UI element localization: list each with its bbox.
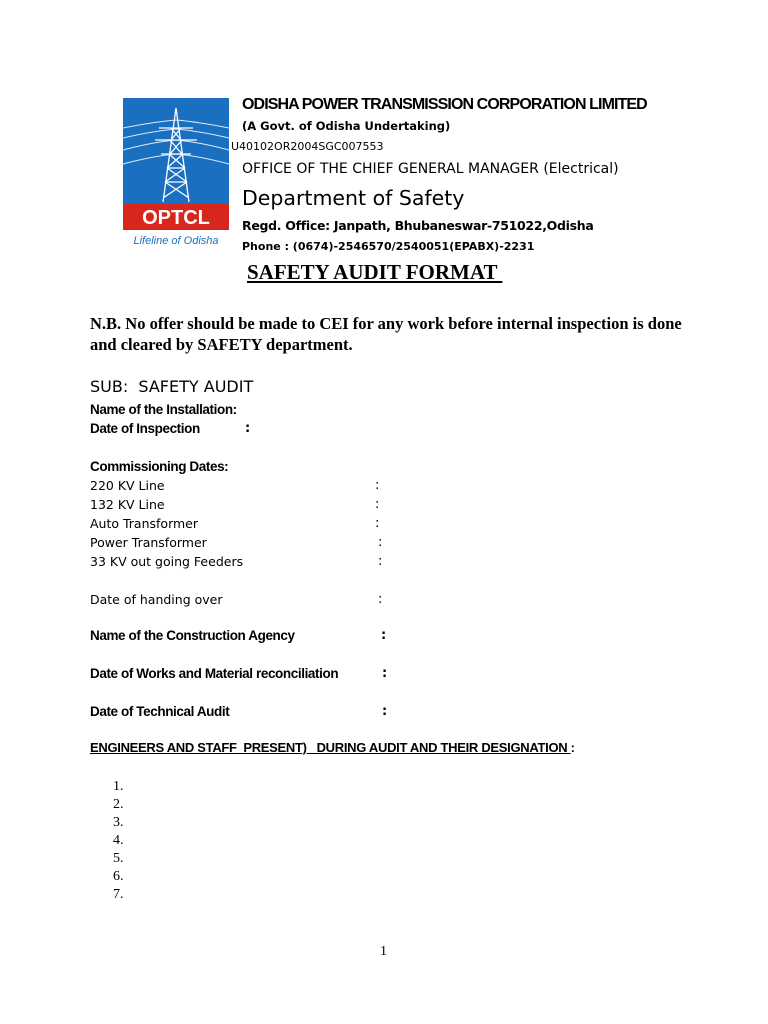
handing-over-label: Date of handing over: [90, 592, 223, 607]
commissioning-item-132kv: 132 KV Line: [90, 497, 165, 512]
department-name: Department of Safety: [242, 186, 465, 210]
phone-number: Phone : (0674)-2546570/2540051(EPABX)-2231: [242, 240, 535, 253]
commissioning-item-33kv-feeders: 33 KV out going Feeders: [90, 554, 244, 569]
commissioning-colon: :: [378, 535, 383, 550]
corporate-id-number: U40102OR2004SGC007553: [231, 140, 384, 153]
list-item-number: 4.: [113, 833, 124, 848]
commissioning-colon: :: [375, 497, 380, 512]
subject-line: SUB: SAFETY AUDIT: [90, 377, 254, 396]
commissioning-colon: :: [375, 516, 380, 531]
optcl-logo: [123, 98, 229, 248]
page-number: 1: [380, 944, 387, 959]
commissioning-item-220kv: 220 KV Line: [90, 478, 165, 493]
commissioning-heading: Commissioning Dates:: [90, 459, 229, 474]
list-item-number: 6.: [113, 869, 124, 884]
registered-office: Regd. Office: Janpath, Bhubaneswar-751022,Odisha: [242, 218, 594, 233]
list-item-number: 5.: [113, 851, 124, 866]
commissioning-item-power-transformer: Power Transformer: [90, 535, 207, 550]
works-reconciliation-colon: :: [382, 666, 388, 681]
works-reconciliation-label: Date of Works and Material reconciliation: [90, 666, 339, 681]
commissioning-item-auto-transformer: Auto Transformer: [90, 516, 199, 531]
commissioning-colon: :: [378, 554, 383, 569]
installation-name-label: Name of the Installation:: [90, 402, 237, 417]
handing-over-colon: :: [378, 592, 383, 607]
logo-tagline-text: Lifeline of Odisha: [133, 235, 219, 247]
engineers-heading-text: ENGINEERS AND STAFF PRESENT) DURING AUDIT AND THEIR DESIGNATION: [90, 740, 571, 755]
list-item-number: 7.: [113, 887, 124, 902]
commissioning-colon: :: [375, 478, 380, 493]
construction-agency-label: Name of the Construction Agency: [90, 628, 295, 643]
nb-note: N.B. No offer should be made to CEI for any work before internal inspection is done and cleared by SAFETY department.: [90, 314, 682, 354]
engineers-heading: [90, 740, 575, 755]
organization-name: ODISHA POWER TRANSMISSION CORPORATION LIMITED: [242, 96, 647, 113]
list-item-number: 3.: [113, 815, 124, 830]
engineers-heading-colon: :: [570, 740, 575, 755]
document-title: SAFETY AUDIT FORMAT: [247, 260, 503, 284]
govt-undertaking-note: (A Govt. of Odisha Undertaking): [242, 119, 451, 133]
technical-audit-colon: :: [382, 704, 388, 719]
office-name: OFFICE OF THE CHIEF GENERAL MANAGER (Electrical): [242, 161, 619, 177]
list-item-number: 2.: [113, 797, 124, 812]
inspection-date-colon: :: [245, 421, 251, 436]
logo-brand-text: OPTCL: [142, 207, 210, 229]
inspection-date-label: Date of Inspection: [90, 421, 200, 436]
technical-audit-label: Date of Technical Audit: [90, 704, 230, 719]
list-item-number: 1.: [113, 779, 124, 794]
construction-agency-colon: :: [381, 628, 387, 643]
